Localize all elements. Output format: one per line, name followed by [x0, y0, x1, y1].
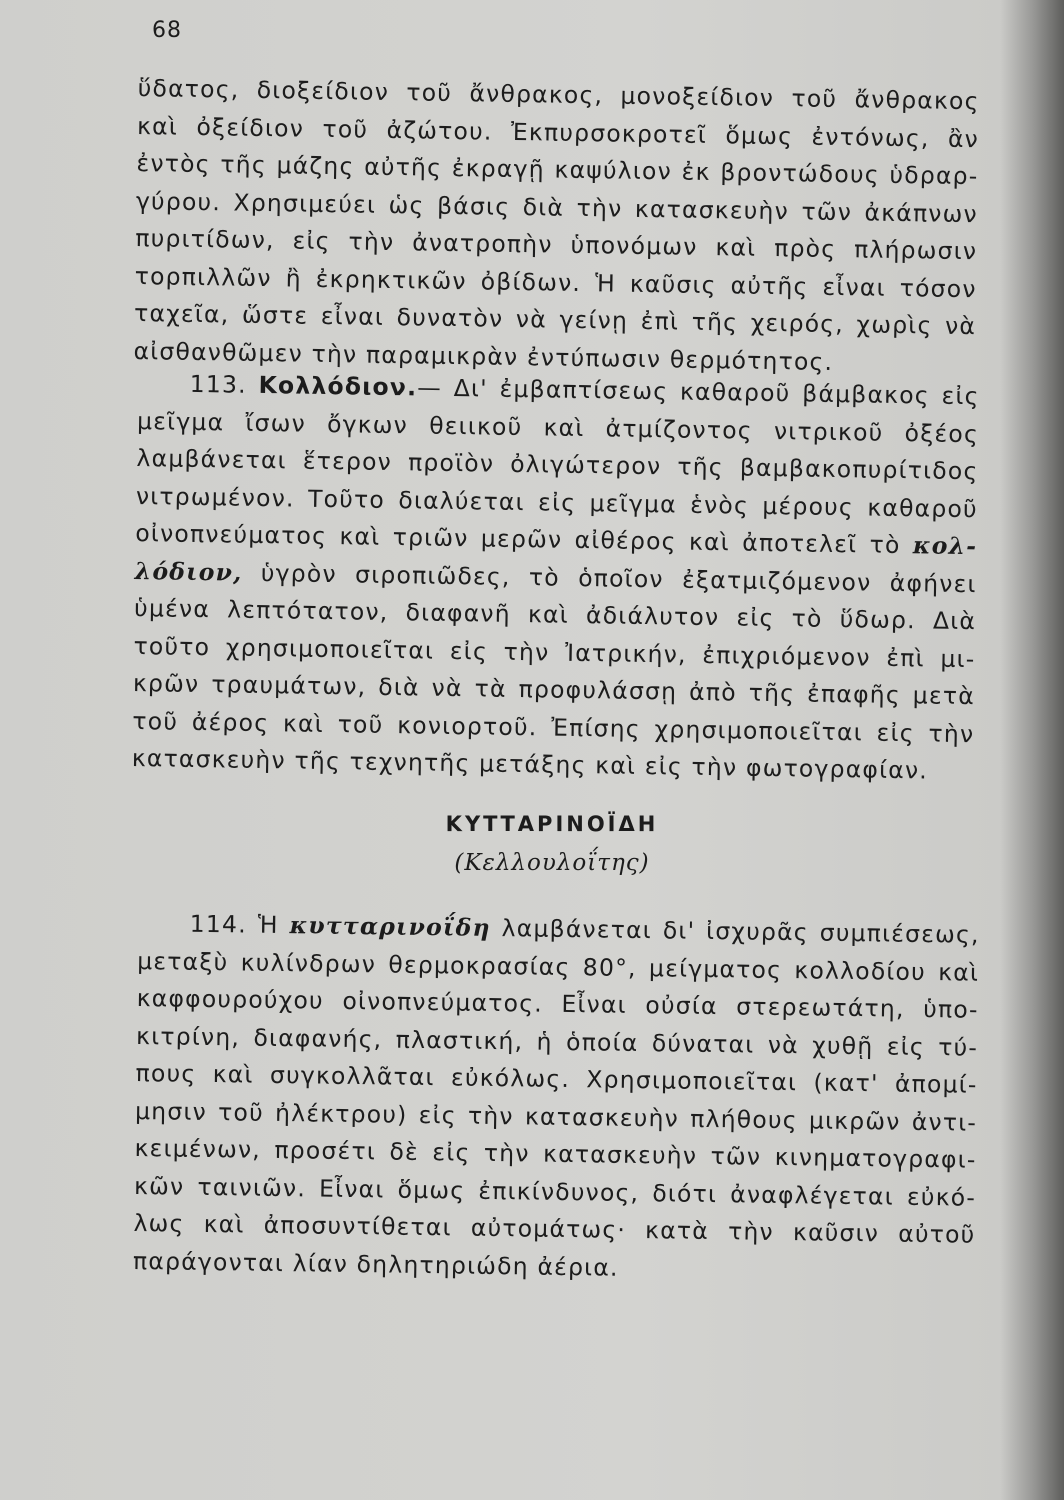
text-line: νιτρωμένον. Τοῦτο διαλύεται εἰς μεῖγμα ἑνὸς μέρους καθαροῦ	[135, 481, 979, 523]
term-emphasis: κολ-	[912, 531, 978, 561]
paragraph-number: 114. Ἡ	[189, 909, 279, 939]
text-line: κῶν ταινιῶν. Εἶναι ὅμως ἐπικίνδυνος, διότι ἀναφλέγεται εὐκό-	[133, 1171, 977, 1212]
text-fragment: ὑγρὸν σιροπιῶδες, τὸ ὁποῖον ἐξατμιζόμενον ἀφήνει	[260, 558, 977, 598]
text-line: κατασκευὴν τῆς τεχνητῆς μετάξης καὶ εἰς τὴν φωτογραφίαν.	[131, 743, 929, 785]
text-line: παράγονται λίαν δηλητηριώδη ἀέρια.	[132, 1246, 619, 1282]
text-line: λως καὶ ἀποσυντίθεται αὐτομάτως· κατὰ τὴν καῦσιν αὐτοῦ	[133, 1208, 976, 1249]
text-line: λαμβάνεται ἕτερον προϊὸν ὀλιγώτερον τῆς βαμβακοπυρίτιδος	[136, 443, 979, 486]
section-subheading: (Κελλουλοΐτης)	[454, 850, 650, 876]
text-line: κρῶν τραυμάτων, διὰ νὰ τὰ προφυλάσσῃ ἀπὸ τῆς ἐπαφῆς μετὰ	[132, 668, 976, 711]
text-line: κιτρίνη, διαφανής, πλαστική, ἡ ὁποία δύναται νὰ χυθῇ εἰς τύ-	[135, 1021, 979, 1062]
text-fragment: οἰνοπνεύματος καὶ τριῶν μερῶν αἰθέρος καὶ ἀποτελεῖ τὸ	[135, 518, 901, 559]
page-number: 68	[152, 18, 182, 43]
text-line: ταχεῖα, ὥστε εἶναι δυνατὸν νὰ γείνῃ ἐπὶ τῆς χειρός, χωρὶς νὰ	[133, 298, 977, 341]
paragraph-continuation	[133, 70, 980, 383]
text-line: τοῦ ἀέρος καὶ τοῦ κονιορτοῦ. Ἐπίσης χρησιμοποιεῖται εἰς τὴν	[132, 706, 975, 748]
text-line: κειμένων, προσέτι δὲ εἰς τὴν κατασκευὴν τῶν κινηματογραφι-	[134, 1133, 977, 1174]
text-line: τορπιλλῶν ἢ ἐκρηκτικῶν ὀβίδων. Ἡ καῦσις αὐτῆς εἶναι τόσον	[134, 261, 977, 303]
text-line: μησιν τοῦ ἠλέκτρου) εἰς τὴν κατασκευὴν πλήθους μικρῶν ἀντι-	[134, 1096, 978, 1137]
paragraph-number: 113.	[189, 369, 248, 399]
term-emphasis: λόδιον,	[134, 556, 243, 587]
term-heading: Κολλόδιον.	[258, 370, 418, 402]
text-line: πυριτίδων, εἰς τὴν ἀνατροπὴν ὑπονόμων καὶ πρὸς πλήρωσιν	[135, 223, 978, 266]
paragraph-113	[132, 365, 980, 791]
paragraph-114	[133, 905, 980, 1292]
text-line: μεῖγμα ἴσων ὄγκων θειικοῦ καὶ ἀτμίζοντος νιτρικοῦ ὀξέος	[136, 406, 980, 448]
term-emphasis: κυτταρινοΐδη	[289, 911, 491, 942]
text-line: ὑμένα λεπτότατον, διαφανῆ καὶ ἀδιάλυτον εἰς τὸ ὕδωρ. Διὰ	[133, 593, 977, 636]
text-line: μεταξὺ κυλίνδρων θερμοκρασίας 80°, μείγματος κολλοδίου καὶ	[137, 946, 980, 987]
text-line: αἰσθανθῶμεν τὴν παραμικρὰν ἐντύπωσιν θερμότητος.	[133, 336, 834, 376]
text-line: καὶ ὀξείδιον τοῦ ἀζώτου. Ἐκπυρσοκροτεῖ ὅμως ἐντόνως, ἂν	[136, 111, 980, 153]
text-line: ἐντὸς τῆς μάζης αὐτῆς ἐκραγῇ καψύλιον ἐκ βροντώδους ὑδραρ-	[136, 148, 979, 191]
text-line: τοῦτο χρησιμοποιεῖται εἰς τὴν Ἰατρικήν, ἐπιχριόμενον ἐπὶ μι-	[133, 631, 976, 673]
text-fragment: λαμβάνεται δι' ἰσχυρᾶς συμπιέσεως,	[501, 914, 980, 949]
section-heading: ΚΥΤΤΑΡΙΝΟΪΔΗ	[445, 812, 659, 836]
text-fragment: — Δι' ἐμβαπτίσεως καθαροῦ βάμβακος εἰς	[417, 373, 980, 411]
text-line: καφφουρούχου οἰνοπνεύματος. Εἶναι οὐσία στερεωτάτη, ὑπο-	[136, 983, 979, 1024]
text-line: πους καὶ συγκολλᾶται εὐκόλως. Χρησιμοποιεῖται (κατ' ἀπομί-	[135, 1058, 978, 1099]
text-line: γύρου. Χρησιμεύει ὡς βάσις διὰ τὴν κατασκευὴν τῶν ἀκάπνων	[135, 186, 979, 228]
text-line: ὕδατος, διοξείδιον τοῦ ἄνθρακος, μονοξείδιον τοῦ ἄνθρακος	[137, 73, 980, 116]
